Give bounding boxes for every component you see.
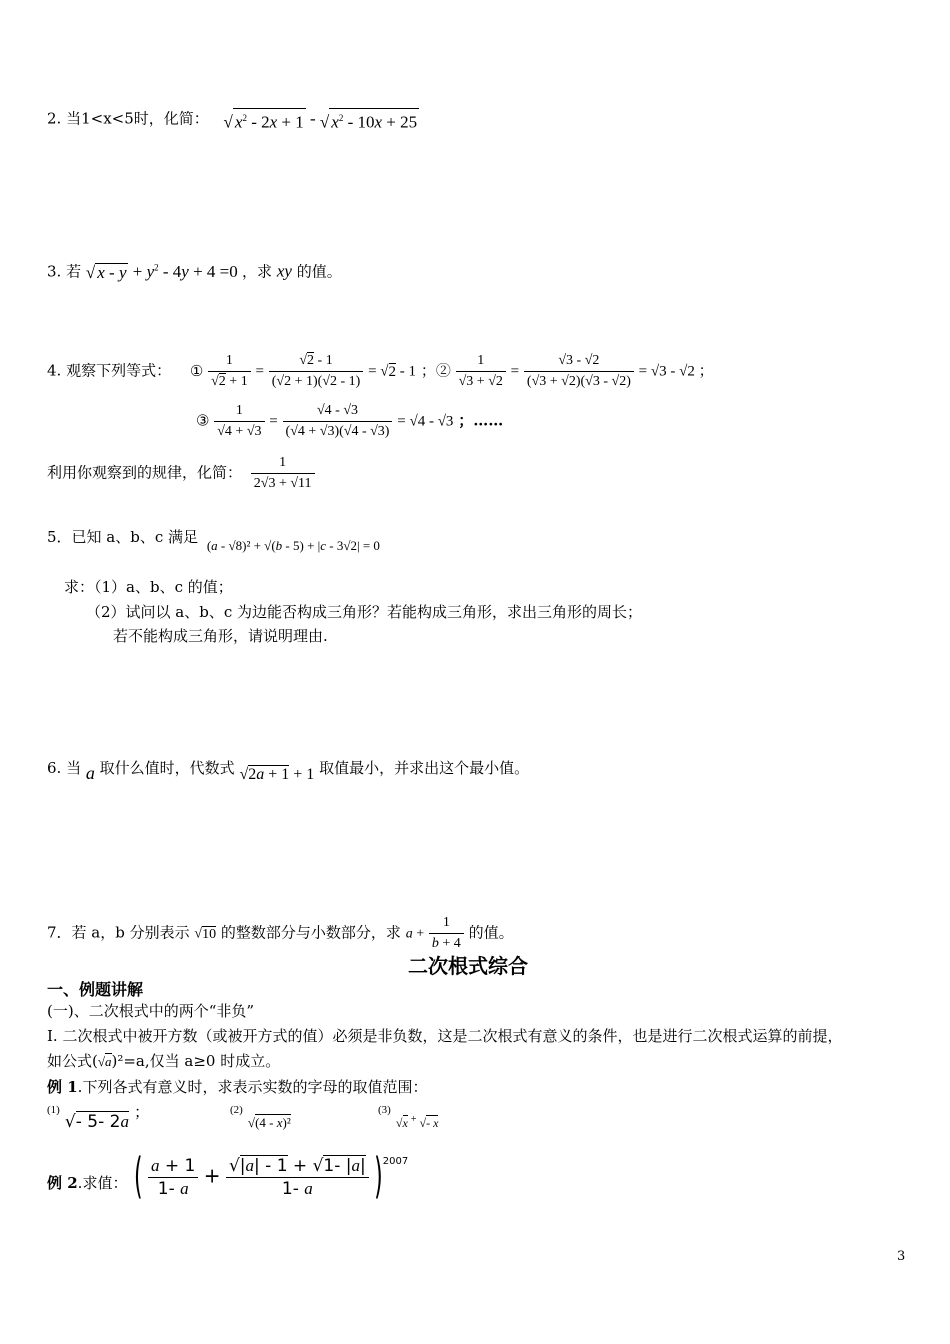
q4-circle1: ① (189, 361, 204, 380)
q6-line (47, 758, 530, 783)
q5-expression: (a - √8)² + √(b - 5) + |c - 3√2| = 0 (206, 538, 380, 553)
example-1-p3: (3) (378, 1104, 391, 1116)
example-1-p1: (1) (47, 1104, 60, 1116)
q3-xy: xy (276, 261, 292, 281)
example-2-label: 例 2 (47, 1174, 78, 1192)
paragraph-2a: 如公式( (47, 1052, 98, 1070)
page-title: 二次根式综合 (408, 954, 528, 978)
example-2-expression: ( $\frac{a + 1}{1- a}$ + $\frac{√|a| - 1 + √1- |a|}{1- a}$ )$^{2007}$ (134, 1150, 409, 1205)
q6-mid: 取什么值时，代数式 (99, 759, 235, 777)
paragraph-1: I. 二次根式中被开方数（或被开方式的值）必须是非负数，这是二次根式有意义的条件，也是进行二次根式运算的前提， (47, 1027, 843, 1045)
q4-frac-4: $\frac{√3 - √2}{(√3 + √2)(√3 - √2)}$ (524, 352, 634, 391)
q3-tail: ，求 (242, 262, 273, 281)
q7-frac: $\frac{1}{b + 4}$ (429, 914, 464, 953)
q2-expression: √ $x^2 - 2x + 1$ - √ $x^2 - 10x + 25$ (223, 108, 418, 132)
q4-line1: 4. 观察下列等式： ① $\frac{1}{√2 + 1}$ = $\frac{√2 - 1}{(√2 + 1)(√2 - 1)}$ = √2 - 1 ；② $\frac{1}{√3 + √2}$ = $\frac{√3 - √2}{(√3 + √2)(√3 - √2)}$ = √3 - √2 ； (47, 353, 714, 389)
q6-lead: 6. 当 (47, 759, 82, 777)
q4-lead: 4. 观察下列等式： (47, 361, 172, 380)
example-1-label: 例 1 (47, 1078, 78, 1096)
q4-frac-5: $\frac{1}{√4 + √3}$ (214, 402, 264, 441)
example-2-text: .求值： (77, 1174, 128, 1192)
q4-frac-2: $\frac{√2 - 1}{(√2 + 1)(√2 - 1)}$ (269, 352, 364, 391)
q4-frac-1: $\frac{1}{√2 + 1}$ (208, 352, 251, 391)
q4-frac-3: $\frac{1}{√3 + √2}$ (456, 352, 506, 391)
q5-ask1: 求：（1）a、b、c 的值； (64, 578, 233, 596)
example-1-part3: $^{(3)}$ $_{√x ^+ √- x}$ (378, 1104, 439, 1130)
q5-ask2: （2）试问以 a、b、c 为边能否构成三角形？若能构成三角形，求出三角形的周长； (86, 603, 643, 621)
section-heading: 一、例题讲解 (47, 980, 144, 999)
q4-circle3: ③ (196, 411, 210, 430)
paragraph-2b: )²=a,仅当 a≥0 时成立。 (111, 1052, 281, 1070)
q2-lead: 2. 当1<x<5时，化简： (47, 109, 209, 128)
paragraph-2: 如公式(√a)²=a,仅当 a≥0 时成立。 (47, 1052, 281, 1070)
q2-line (47, 108, 419, 132)
q7-mid: 的整数部分与小数部分，求 (220, 923, 401, 942)
q4-frac-6: $\frac{√4 - √3}{(√4 + √3)(√4 - √3)}$ (283, 402, 393, 441)
q7-tail: 的值。 (468, 923, 514, 942)
q4-line3-text: 利用你观察到的规律，化简： (47, 463, 243, 482)
example-1-line (47, 1078, 427, 1096)
example-1-part1: $^{(1)}$ √- 5- 2a ； (47, 1103, 150, 1132)
subsection-heading: (一)、二次根式中的两个“非负” (47, 1002, 255, 1020)
q6-var: a (85, 763, 95, 783)
example-1-text: .下列各式有意义时，求表示实数的字母的取值范围： (77, 1078, 428, 1096)
q4-line3 (47, 454, 315, 493)
q4-circle2: ；② (420, 361, 451, 380)
q6-expression: √2a + 1 + 1 (239, 766, 315, 783)
q3-line (47, 258, 342, 282)
example-1-part2: $^{(2)}$ $_{√(4 - x)^2}$ (230, 1104, 291, 1130)
q7-line: 7．若 a，b 分别表示 √10 的整数部分与小数部分，求 a + $\frac{1}{b + 4}$ 的值。 (47, 915, 514, 951)
example-1-semicolon: ； (134, 1103, 150, 1121)
q7-lead: 7．若 a，b 分别表示 (47, 923, 190, 942)
q4-line2: ③ $\frac{1}{√4 + √3}$ = $\frac{√4 - √3}{(√4 + √3)(√4 - √3)}$ = √4 - √3 ；…… (196, 403, 504, 439)
q4-dots: ；…… (458, 411, 504, 430)
q6-tail: 取值最小，并求出这个最小值。 (319, 759, 530, 777)
q4-frac-7: $\frac{1}{2√3 + √11}$ (251, 454, 315, 493)
q3-tail2: 的值。 (296, 262, 342, 281)
example-2-line (47, 1174, 127, 1192)
q3-lead: 3. 若 (47, 262, 82, 281)
q5-lead: 5．已知 a、b、c 满足 (47, 528, 199, 546)
page-number: 3 (897, 1249, 906, 1264)
q7-sqrt10: √10 (194, 926, 217, 942)
q3-expression: √ $x - y + y^2 - 4y + 4 =0$ (85, 261, 243, 283)
example-2-exponent: 2007 (382, 1155, 409, 1167)
example-1-p2: (2) (230, 1104, 243, 1116)
q5-line (47, 528, 380, 553)
q5-ask3: 若不能构成三角形，请说明理由. (113, 627, 328, 645)
